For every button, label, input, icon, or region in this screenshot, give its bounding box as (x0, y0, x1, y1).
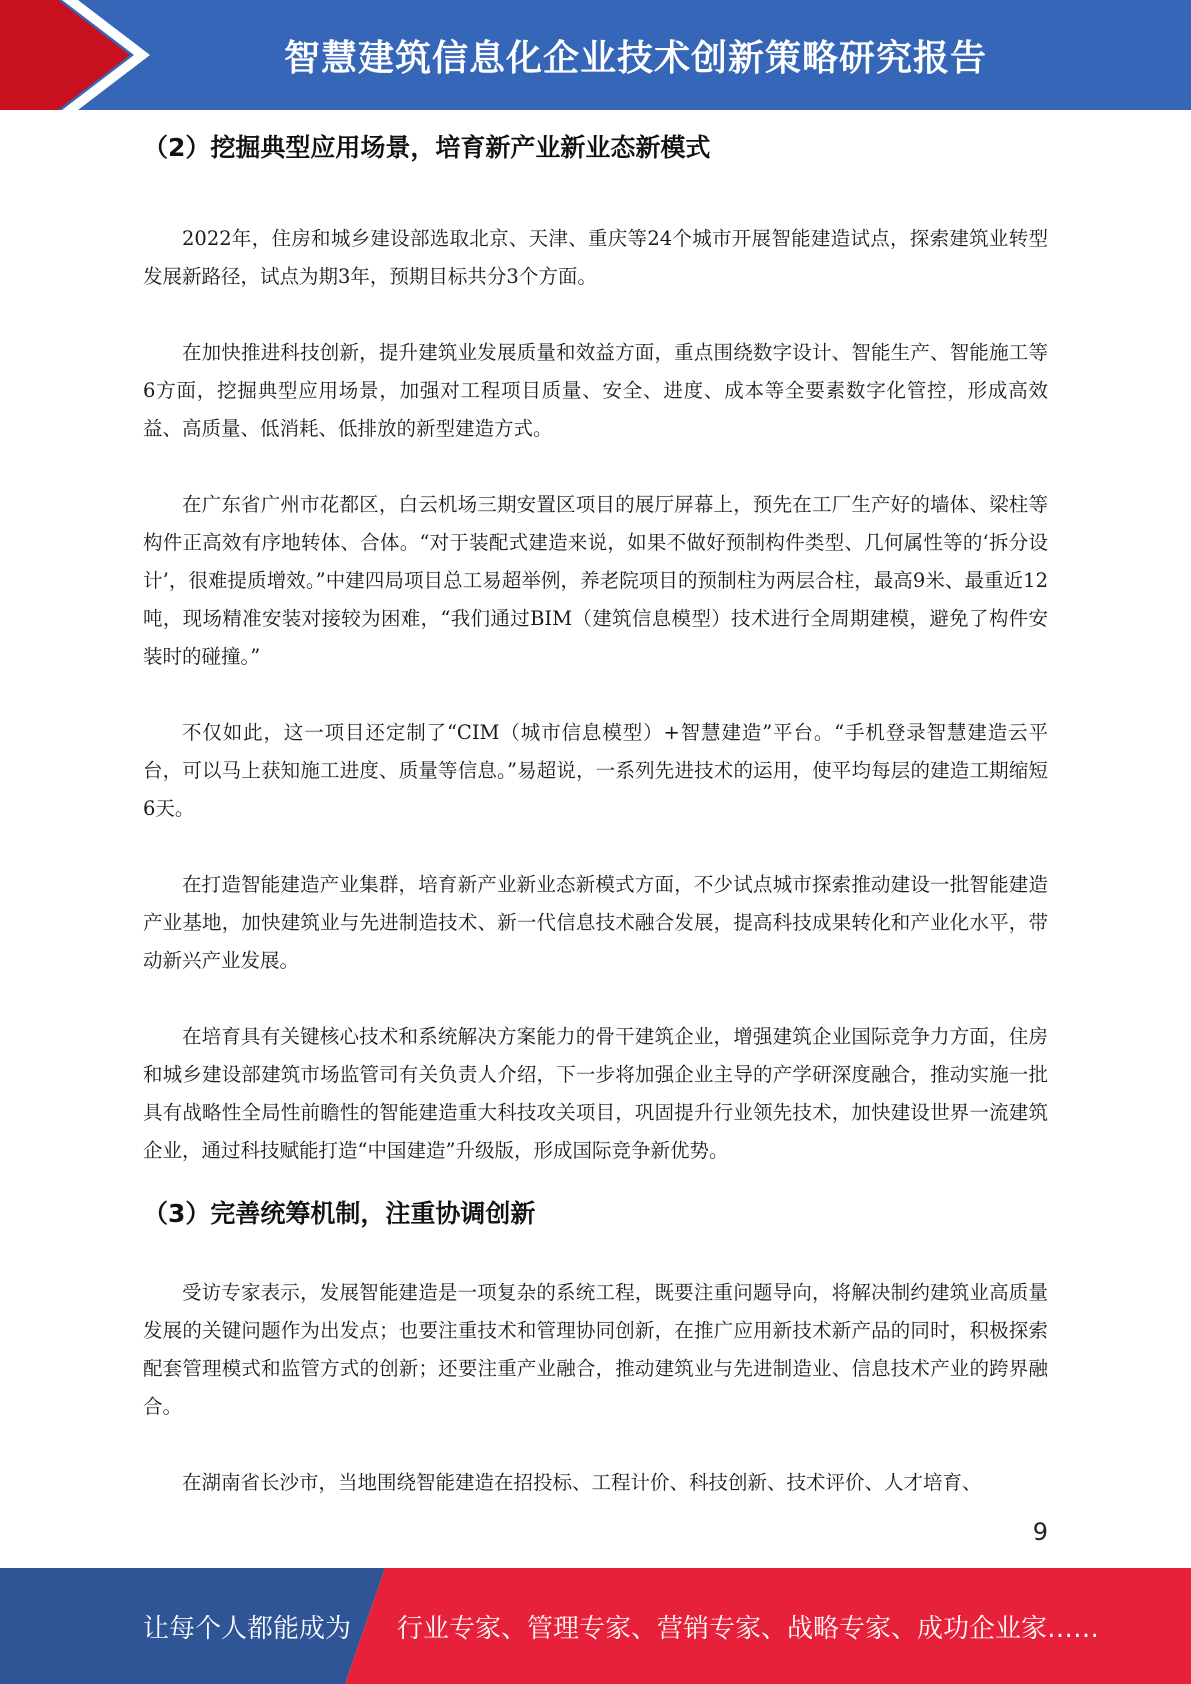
footer-slogan-right: 行业专家、管理专家、营销专家、战略专家、成功企业家…… (397, 1613, 1100, 1644)
footer-slogan-left: 让每个人都能成为 (143, 1613, 352, 1644)
report-title: 智慧建筑信息化企业技术创新策略研究报告 (283, 37, 987, 79)
paragraph: 在广东省广州市花都区，白云机场三期安置区项目的展厅屏幕上，预先在工厂生产好的墙体、梁柱等构件正高效有序地转体、合体。“对于装配式建造来说，如果不做好预制构件类型、几何属性等的‘拆分设计’，很难提质增效。”中建四局项目总工易超举例，养老院项目的预制柱为两层合柱，最高9米、最重近12吨，现场精准安装对接较为困难，“我们通过BIM（建筑信息模型）技术进行全周期建模，避免了构件安装时的碰撞。” (143, 493, 1048, 668)
paragraph: 不仅如此，这一项目还定制了“CIM（城市信息模型）+智慧建造”平台。“手机登录智慧建造云平台，可以马上获知施工进度、质量等信息。”易超说，一系列先进技术的运用，使平均每层的建造工期缩短6天。 (143, 721, 1048, 820)
footer-banner (0, 1568, 1191, 1684)
paragraph: 在加快推进科技创新，提升建筑业发展质量和效益方面，重点围绕数字设计、智能生产、智能施工等6方面，挖掘典型应用场景，加强对工程项目质量、安全、进度、成本等全要素数字化管控，形成高效益、高质量、低消耗、低排放的新型建造方式。 (143, 341, 1048, 440)
section-heading: （3）完善统筹机制，注重协调创新 (143, 1199, 536, 1228)
report-header (0, 0, 1191, 110)
red-chevron-decoration (0, 0, 160, 110)
paragraph: 受访专家表示，发展智能建造是一项复杂的系统工程，既要注重问题导向，将解决制约建筑业高质量发展的关键问题作为出发点；也要注重技术和管理协同创新，在推广应用新技术新产品的同时，积极探索配套管理模式和监管方式的创新；还要注重产业融合，推动建筑业与先进制造业、信息技术产业的跨界融合。 (143, 1281, 1048, 1418)
paragraph: 2022年，住房和城乡建设部选取北京、天津、重庆等24个城市开展智能建造试点，探索建筑业转型发展新路径，试点为期3年，预期目标共分3个方面。 (143, 227, 1048, 288)
page-content (143, 128, 1048, 1502)
paragraph: 在打造智能建造产业集群，培育新产业新业态新模式方面，不少试点城市探索推动建设一批智能建造产业基地，加快建筑业与先进制造技术、新一代信息技术融合发展，提高科技成果转化和产业化水平，带动新兴产业发展。 (143, 873, 1048, 972)
section-heading: （2）挖掘典型应用场景，培育新产业新业态新模式 (143, 133, 711, 162)
paragraph: 在湖南省长沙市，当地围绕智能建造在招投标、工程计价、科技创新、技术评价、人才培育、 (182, 1471, 982, 1494)
paragraph: 在培育具有关键核心技术和系统解决方案能力的骨干建筑企业，增强建筑企业国际竞争力方面，住房和城乡建设部建筑市场监管司有关负责人介绍，下一步将加强企业主导的产学研深度融合，推动实施一批具有战略性全局性前瞻性的智能建造重大科技攻关项目，巩固提升行业领先技术，加快建设世界一流建筑企业，通过科技赋能打造“中国建造”升级版，形成国际竞争新优势。 (143, 1025, 1048, 1162)
page-number: 9 (1032, 1518, 1048, 1546)
